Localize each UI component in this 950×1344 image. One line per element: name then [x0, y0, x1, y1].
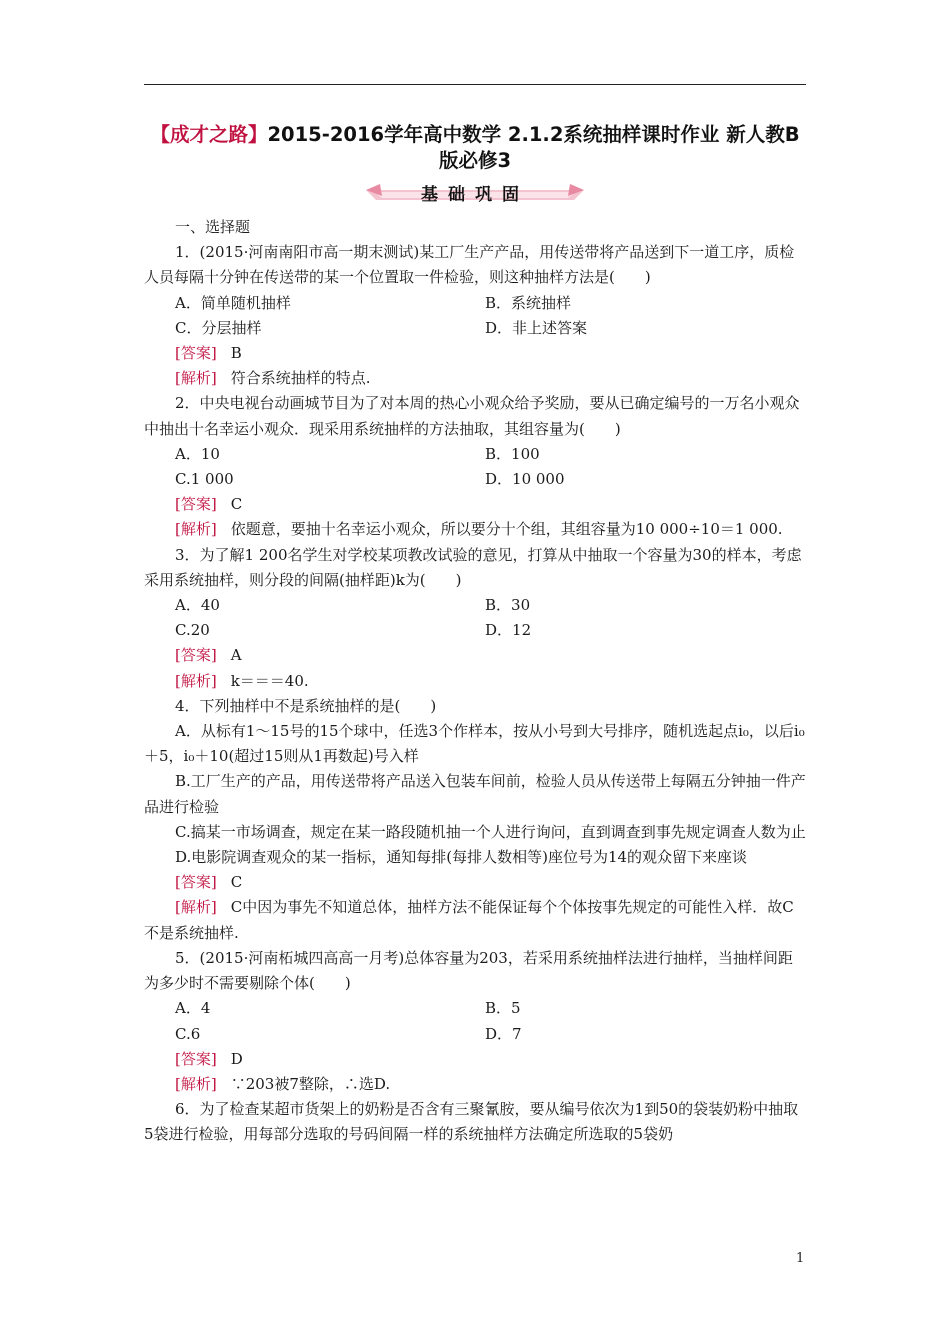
question-4-option-b: B.工厂生产的产品，用传送带将产品送入包装车间前，检验人员从传送带上每隔五分钟抽一件产品进行检验	[144, 772, 806, 816]
analysis-text: k＝＝＝40.	[230, 671, 309, 690]
question-4-option-d: D.电影院调查观众的某一指标，通知每排(每排人数相等)座位号为14的观众留下来座谈	[175, 848, 748, 867]
question-4-answer	[144, 870, 806, 895]
analysis-tag: [解析]	[175, 369, 217, 388]
option-b: B．100	[485, 444, 540, 463]
analysis-tag: [解析]	[175, 671, 217, 690]
question-2-stem: 2．中央电视台动画城节目为了对本周的热心小观众给予奖励，要从已确定编号的一万名小观众中抽出十名幸运小观众．现采用系统抽样的方法抽取，其组容量为( )	[144, 394, 800, 438]
title-bracket: 【成才之路】	[150, 123, 268, 146]
option-a: A．40	[175, 596, 220, 615]
question-3-stem: 3．为了解1 200名学生对学校某项教改试验的意见，打算从中抽取一个容量为30的样本，考虑采用系统抽样，则分段的间隔(抽样距)k为( )	[144, 545, 802, 589]
option-c: C.6	[175, 1024, 201, 1043]
answer-tag: [答案]	[175, 344, 217, 363]
question-1-analysis	[144, 366, 806, 391]
document-title	[144, 122, 806, 174]
question-5-analysis	[144, 1072, 806, 1097]
answer-tag: [答案]	[175, 873, 217, 892]
option-b: B．系统抽样	[485, 293, 572, 312]
question-3-answer	[144, 643, 806, 668]
question-6-stem: 6．为了检查某超市货架上的奶粉是否含有三聚氰胺，要从编号依次为1到50的袋装奶粉中抽取5袋进行检验，用每部分选取的号码间隔一样的系统抽样方法确定所选取的5袋奶	[144, 1100, 799, 1144]
banner-title: 基础巩固	[421, 185, 529, 205]
question-1-stem: 1．(2015·河南南阳市高一期末测试)某工厂生产产品，用传送带将产品送到下一道工序，质检人员每隔十分钟在传送带的某一个位置取一件检验，则这种抽样方法是( )	[144, 243, 795, 287]
question-3-options-row-2	[144, 618, 806, 643]
option-d: D．12	[485, 621, 532, 640]
analysis-text: 依题意，要抽十名幸运小观众，所以要分十个组，其组容量为10 000÷10＝1 000.	[230, 520, 783, 539]
section-banner	[0, 178, 950, 208]
analysis-text: C中因为事先不知道总体，抽样方法不能保证每个个体按事先规定的可能性入样．故C不是系统抽样.	[144, 898, 794, 942]
option-a: A．简单随机抽样	[175, 293, 291, 312]
title-text: 2015-2016学年高中数学 2.1.2系统抽样课时作业 新人教B版必修3	[267, 123, 800, 172]
header-rule	[144, 84, 806, 85]
option-d: D．7	[485, 1024, 522, 1043]
question-5-options-row-2	[144, 1022, 806, 1047]
question-5-stem: 5．(2015·河南柘城四高高一月考)总体容量为203，若采用系统抽样法进行抽样，当抽样间距为多少时不需要剔除个体( )	[144, 948, 793, 993]
option-d: D．10 000	[485, 470, 565, 489]
question-3-options-row-1	[144, 593, 806, 618]
option-d: D．非上述答案	[485, 318, 588, 337]
answer-value: C	[230, 495, 243, 514]
answer-tag: [答案]	[175, 1049, 217, 1068]
answer-tag: [答案]	[175, 646, 217, 665]
analysis-text: 符合系统抽样的特点.	[230, 369, 371, 388]
option-a: A．10	[175, 444, 220, 463]
analysis-tag: [解析]	[175, 1074, 217, 1093]
option-b: B．30	[485, 596, 531, 615]
question-content	[144, 215, 806, 1148]
answer-tag: [答案]	[175, 495, 217, 514]
question-4-stem: 4．下列抽样中不是系统抽样的是( )	[175, 696, 437, 715]
question-5-options-row-1	[144, 996, 806, 1021]
question-1-answer	[144, 341, 806, 366]
answer-value: C	[230, 873, 243, 892]
analysis-tag: [解析]	[175, 898, 217, 917]
analysis-tag: [解析]	[175, 520, 217, 539]
question-3-analysis	[144, 669, 806, 694]
option-b: B．5	[485, 999, 521, 1018]
question-1-options-row-2	[144, 316, 806, 341]
question-4-option-c: C.搞某一市场调查，规定在某一路段随机抽一个人进行询问，直到调查到事先规定调查人数为止	[175, 822, 806, 841]
question-4-option-a: A．从标有1～15号的15个球中，任选3个作样本，按从小号到大号排序，随机选起点i₀，以后i₀＋5，i₀＋10(超过15则从1再数起)号入样	[144, 722, 805, 766]
question-5-answer	[144, 1047, 806, 1072]
option-c: C.1 000	[175, 470, 234, 489]
question-4-analysis	[144, 895, 806, 945]
question-2-answer	[144, 492, 806, 517]
question-1-options-row-1	[144, 291, 806, 316]
question-2-options-row-2	[144, 467, 806, 492]
question-2-analysis	[144, 517, 806, 542]
section-heading: 一、选择题	[175, 218, 251, 236]
answer-value: A	[230, 646, 242, 665]
option-c: C.20	[175, 621, 210, 640]
question-2-options-row-1	[144, 442, 806, 467]
answer-value: D	[230, 1049, 243, 1068]
option-c: C．分层抽样	[175, 318, 262, 337]
answer-value: B	[230, 344, 242, 363]
page-number: 1	[796, 1251, 805, 1266]
analysis-text: ∵203被7整除，∴选D.	[230, 1074, 391, 1093]
option-a: A．4	[175, 999, 211, 1018]
